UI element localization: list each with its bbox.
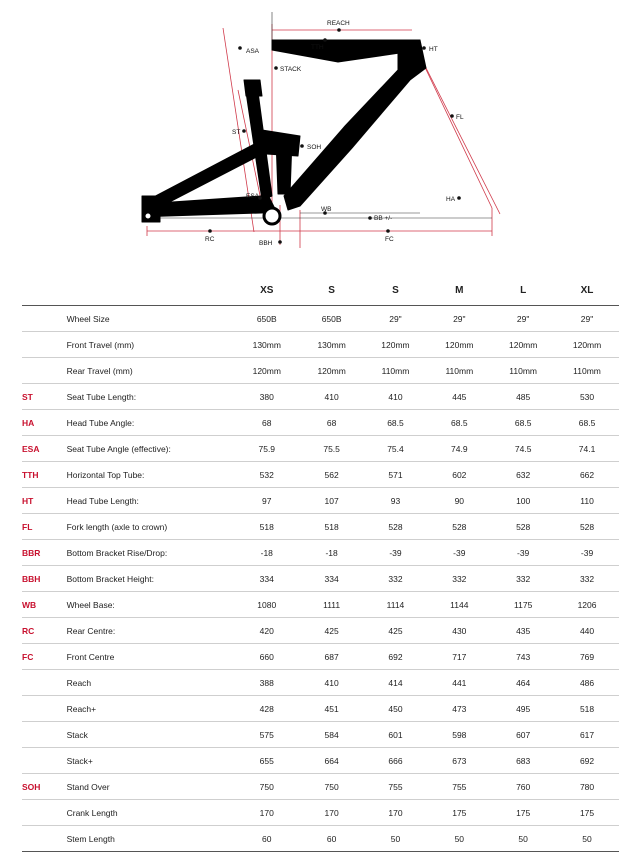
row-abbreviation [22,696,67,722]
row-abbreviation: FC [22,644,67,670]
row-label: Bottom Bracket Height: [67,566,234,592]
table-cell: 97 [234,488,300,514]
table-cell: 532 [234,462,300,488]
table-cell: 332 [364,566,428,592]
row-label: Rear Centre: [67,618,234,644]
table-row [22,696,619,722]
table-row [22,332,619,358]
row-abbreviation: RC [22,618,67,644]
table-cell: 717 [427,644,491,670]
table-cell: 29" [427,306,491,332]
table-cell: 430 [427,618,491,644]
table-cell: 68.5 [427,410,491,436]
table-cell: 655 [234,748,300,774]
label-stack: STACK [280,66,302,73]
label-st: ST [232,129,241,136]
table-cell: 175 [555,800,619,826]
row-abbreviation: TTH [22,462,67,488]
table-cell: 380 [234,384,300,410]
header-blank [22,275,67,306]
table-row [22,436,619,462]
table-cell: 170 [234,800,300,826]
label-wb: WB [321,206,332,213]
table-cell: 632 [491,462,555,488]
table-cell: 74.1 [555,436,619,462]
table-row [22,774,619,800]
table-cell: 660 [234,644,300,670]
size-header-1: S [300,275,364,306]
table-cell: 414 [364,670,428,696]
table-cell: 451 [300,696,364,722]
table-cell: 473 [427,696,491,722]
row-abbreviation: FL [22,514,67,540]
table-cell: 1206 [555,592,619,618]
row-abbreviation [22,306,67,332]
table-cell: 617 [555,722,619,748]
table-cell: 687 [300,644,364,670]
size-header-5: XL [555,275,619,306]
table-row [22,410,619,436]
table-cell: 664 [300,748,364,774]
table-cell: 90 [427,488,491,514]
size-header-3: M [427,275,491,306]
table-cell: 175 [491,800,555,826]
size-header-0: XS [234,275,300,306]
table-cell: 445 [427,384,491,410]
row-label: Seat Tube Length: [67,384,234,410]
table-cell: 486 [555,670,619,696]
table-row [22,462,619,488]
table-row [22,384,619,410]
table-cell: 518 [234,514,300,540]
table-cell: 410 [300,384,364,410]
table-cell: 110mm [364,358,428,384]
table-cell: 673 [427,748,491,774]
table-cell: 75.4 [364,436,428,462]
row-abbreviation: WB [22,592,67,618]
table-cell: -18 [234,540,300,566]
row-abbreviation [22,722,67,748]
row-label: Horizontal Top Tube: [67,462,234,488]
row-label: Rear Travel (mm) [67,358,234,384]
table-cell: 755 [427,774,491,800]
row-label: Bottom Bracket Rise/Drop: [67,540,234,566]
row-label: Stem Length [67,826,234,852]
row-abbreviation [22,358,67,384]
table-cell: 50 [427,826,491,852]
table-cell: 666 [364,748,428,774]
row-abbreviation [22,670,67,696]
label-esa: ESA [246,193,260,200]
row-label: Crank Length [67,800,234,826]
table-cell: 420 [234,618,300,644]
row-abbreviation: BBH [22,566,67,592]
table-cell: 50 [364,826,428,852]
table-cell: 750 [234,774,300,800]
table-cell: 68.5 [364,410,428,436]
table-cell: 29" [364,306,428,332]
table-cell: 692 [555,748,619,774]
table-cell: 74.9 [427,436,491,462]
table-cell: 74.5 [491,436,555,462]
table-cell: 120mm [300,358,364,384]
table-cell: 650B [300,306,364,332]
label-fl: FL [456,114,464,121]
table-cell: 120mm [364,332,428,358]
rear-axle [145,213,151,219]
row-abbreviation: ST [22,384,67,410]
table-cell: 110mm [555,358,619,384]
table-cell: 425 [364,618,428,644]
frame-geometry-diagram [0,0,621,260]
table-cell: 130mm [300,332,364,358]
table-cell: 602 [427,462,491,488]
row-abbreviation [22,826,67,852]
table-cell: 598 [427,722,491,748]
table-cell: 780 [555,774,619,800]
table-cell: 562 [300,462,364,488]
table-cell: 334 [234,566,300,592]
table-cell: 575 [234,722,300,748]
table-cell: 743 [491,644,555,670]
table-cell: 495 [491,696,555,722]
table-cell: -18 [300,540,364,566]
table-cell: 110 [555,488,619,514]
table-row [22,618,619,644]
row-abbreviation: ESA [22,436,67,462]
table-cell: 50 [491,826,555,852]
label-fc: FC [385,236,394,243]
header-blank [67,275,234,306]
row-abbreviation [22,800,67,826]
table-cell: 528 [427,514,491,540]
table-cell: 464 [491,670,555,696]
table-cell: 68.5 [491,410,555,436]
table-cell: 528 [364,514,428,540]
table-cell: 425 [300,618,364,644]
table-cell: 110mm [491,358,555,384]
table-cell: 410 [300,670,364,696]
table-cell: -39 [491,540,555,566]
table-cell: 120mm [427,332,491,358]
size-header-4: L [491,275,555,306]
table-row [22,488,619,514]
table-cell: 571 [364,462,428,488]
size-header-2: S [364,275,428,306]
table-cell: 68 [234,410,300,436]
row-label: Fork length (axle to crown) [67,514,234,540]
table-cell: 170 [300,800,364,826]
table-row [22,722,619,748]
table-cell: 75.9 [234,436,300,462]
table-cell: 130mm [234,332,300,358]
table-cell: 1114 [364,592,428,618]
row-abbreviation: BBR [22,540,67,566]
row-label: Front Travel (mm) [67,332,234,358]
row-abbreviation [22,748,67,774]
table-cell: -39 [427,540,491,566]
table-cell: 29" [555,306,619,332]
table-cell: 584 [300,722,364,748]
table-row [22,592,619,618]
table-row [22,358,619,384]
label-asa: ASA [246,48,260,55]
geometry-table [22,275,619,852]
row-label: Reach+ [67,696,234,722]
table-cell: 440 [555,618,619,644]
table-cell: 110mm [427,358,491,384]
table-cell: 50 [555,826,619,852]
table-cell: 769 [555,644,619,670]
table-cell: 755 [364,774,428,800]
bottom-bracket [264,208,280,224]
table-cell: 760 [491,774,555,800]
table-cell: 530 [555,384,619,410]
table-cell: 75.5 [300,436,364,462]
table-cell: 528 [491,514,555,540]
size-header-row [22,275,619,306]
row-label: Stack [67,722,234,748]
table-cell: 120mm [234,358,300,384]
table-cell: 1144 [427,592,491,618]
table-row [22,644,619,670]
table-cell: 650B [234,306,300,332]
label-bbh: BBH [259,240,273,247]
table-cell: 120mm [555,332,619,358]
label-tth: TTH [311,44,324,51]
row-abbreviation: HA [22,410,67,436]
row-abbreviation [22,332,67,358]
table-cell: 332 [427,566,491,592]
table-cell: 29" [491,306,555,332]
table-cell: -39 [555,540,619,566]
table-cell: 1111 [300,592,364,618]
table-cell: -39 [364,540,428,566]
table-cell: 68 [300,410,364,436]
table-cell: 607 [491,722,555,748]
label-bb: BB +/- [374,215,393,222]
label-reach: REACH [327,20,350,27]
table-row [22,748,619,774]
label-rc: RC [205,236,215,243]
table-cell: 485 [491,384,555,410]
table-cell: 60 [300,826,364,852]
table-row [22,306,619,332]
table-cell: 441 [427,670,491,696]
table-cell: 450 [364,696,428,722]
table-cell: 410 [364,384,428,410]
table-row [22,514,619,540]
table-cell: 334 [300,566,364,592]
row-label: Stack+ [67,748,234,774]
table-row [22,670,619,696]
table-cell: 518 [300,514,364,540]
table-cell: 601 [364,722,428,748]
row-abbreviation: HT [22,488,67,514]
label-soh: SOH [307,144,322,151]
row-label: Head Tube Angle: [67,410,234,436]
table-cell: 107 [300,488,364,514]
table-cell: 662 [555,462,619,488]
row-label: Front Centre [67,644,234,670]
label-ha: HA [446,196,456,203]
table-cell: 332 [555,566,619,592]
label-ht: HT [429,46,438,53]
table-cell: 428 [234,696,300,722]
row-abbreviation: SOH [22,774,67,800]
table-row [22,826,619,852]
table-row [22,566,619,592]
row-label: Reach [67,670,234,696]
table-cell: 332 [491,566,555,592]
table-cell: 692 [364,644,428,670]
table-cell: 683 [491,748,555,774]
table-cell: 170 [364,800,428,826]
row-label: Head Tube Length: [67,488,234,514]
row-label: Stand Over [67,774,234,800]
table-cell: 1080 [234,592,300,618]
table-cell: 120mm [491,332,555,358]
table-cell: 93 [364,488,428,514]
row-label: Wheel Size [67,306,234,332]
table-cell: 388 [234,670,300,696]
row-label: Wheel Base: [67,592,234,618]
table-row [22,800,619,826]
table-cell: 435 [491,618,555,644]
table-cell: 528 [555,514,619,540]
table-row [22,540,619,566]
row-label: Seat Tube Angle (effective): [67,436,234,462]
table-cell: 1175 [491,592,555,618]
table-cell: 518 [555,696,619,722]
table-cell: 175 [427,800,491,826]
table-cell: 60 [234,826,300,852]
table-cell: 68.5 [555,410,619,436]
geometry-table-body [22,306,619,852]
table-cell: 750 [300,774,364,800]
table-cell: 100 [491,488,555,514]
